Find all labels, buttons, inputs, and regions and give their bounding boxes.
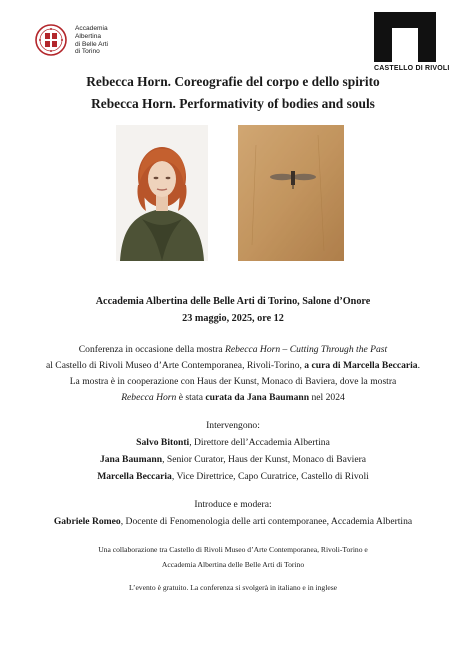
moderator-name: Gabriele Romeo xyxy=(53,516,121,527)
speaker-item xyxy=(0,454,466,465)
description-line-1 xyxy=(0,344,466,355)
title-italian: Rebecca Horn. Coreografie del corpo e dello spirito xyxy=(86,74,380,89)
speaker-name: Marcella Beccaria xyxy=(97,471,172,482)
description-text: è stata xyxy=(176,392,206,403)
title-english: Rebecca Horn. Performativity of bodies and souls xyxy=(91,96,375,111)
speaker-name: Salvo Bitonti xyxy=(136,437,190,448)
speaker-role: , Senior Curator, Haus der Kunst, Monaco di Baviera xyxy=(162,454,367,465)
rivoli-logo-text: CASTELLO DI RIVOLI xyxy=(374,65,450,72)
academy-line-3: di Belle Arti xyxy=(75,40,108,48)
academy-line-2: Albertina xyxy=(75,32,102,40)
moderator-item xyxy=(0,516,466,527)
event-date: 23 maggio, 2025, ore 12 xyxy=(182,313,284,324)
portrait-photo xyxy=(116,125,208,261)
description-text: . xyxy=(417,360,421,371)
description-text: al Castello di Rivoli Museo d’Arte Contemporanea, Rivoli-Torino, xyxy=(45,360,305,371)
speaker-role: , Direttore dell’Accademia Albertina xyxy=(189,437,330,448)
collaboration-line-2: Accademia Albertina delle Belle Arti di Torino xyxy=(161,560,305,569)
curator-credit: a cura di Marcella Beccaria xyxy=(304,360,418,371)
speakers-heading: Intervengono: xyxy=(206,420,260,431)
academy-name xyxy=(75,25,108,56)
speaker-item xyxy=(0,471,466,482)
portrait-illustration xyxy=(116,125,208,261)
free-entry-note: L’evento è gratuito. La conferenza si svolgerà in italiano e in inglese xyxy=(128,583,338,592)
exhibition-title: Rebecca Horn – Cutting Through the Past xyxy=(225,344,388,355)
description-line-4 xyxy=(0,392,466,403)
collaboration-line-1: Una collaborazione tra Castello di Rivoli Museo d’Arte Contemporanea, Rivoli-Torino e xyxy=(98,545,368,554)
academy-seal-icon xyxy=(35,24,67,56)
speaker-role: , Vice Direttrice, Capo Curatrice, Castello di Rivoli xyxy=(171,471,369,482)
castle-gate-icon xyxy=(374,12,436,62)
academy-line-4: di Torino xyxy=(75,48,100,56)
castello-di-rivoli-logo xyxy=(374,12,450,74)
speaker-item xyxy=(0,437,466,448)
artist-name: Rebecca Horn xyxy=(121,392,177,403)
accademia-albertina-logo xyxy=(35,24,165,58)
moderator-heading: Introduce e modera: xyxy=(194,499,272,510)
haus-der-kunst-curator: curata da Jana Baumann xyxy=(205,392,310,403)
artwork-photo xyxy=(238,125,344,261)
artwork-illustration xyxy=(238,125,344,261)
academy-line-1: Accademia xyxy=(75,25,108,32)
description-line-2 xyxy=(0,360,466,371)
moderator-role: , Docente di Fenomenologia delle arti contemporanee, Accademia Albertina xyxy=(120,516,413,527)
description-line-3: La mostra è in cooperazione con Haus der Kunst, Monaco di Baviera, dove la mostra xyxy=(69,376,397,387)
speaker-name: Jana Baumann xyxy=(99,454,163,465)
description-text: Conferenza in occasione della mostra xyxy=(78,344,226,355)
event-venue: Accademia Albertina delle Belle Arti di Torino, Salone d’Onore xyxy=(95,296,371,307)
description-text: nel 2024 xyxy=(309,392,345,403)
